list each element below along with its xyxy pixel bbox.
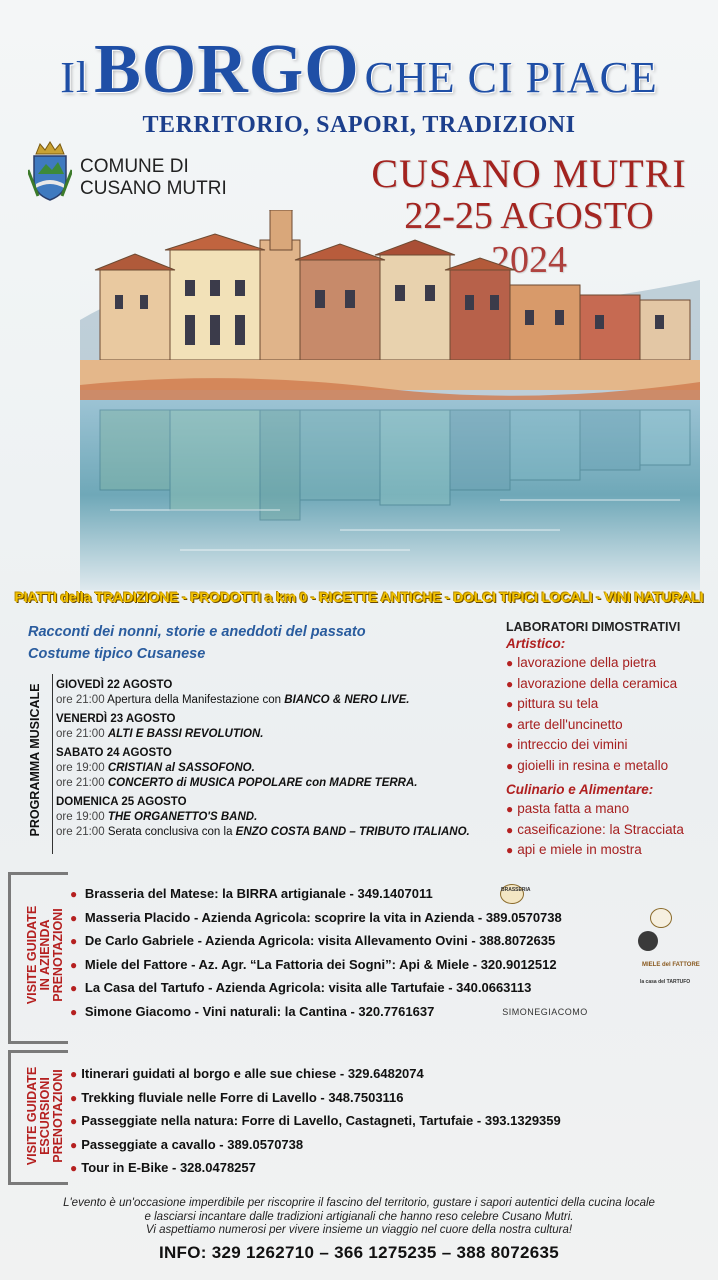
escursione-item: ● Passeggiate a cavallo - 389.0570738 [70, 1133, 710, 1157]
event-subtitle: TERRITORIO, SAPORI, TRADIZIONI [142, 112, 576, 138]
azienda-item-decarlo: ● De Carlo Gabriele - Azienda Agricola: visita Allevamento Ovini - 388.8072635 [70, 929, 710, 953]
comune-crest-icon [28, 140, 72, 202]
aziende-label-line3: PRENOTAZIONI [51, 908, 65, 1002]
escursioni-list [70, 1062, 710, 1180]
list-item: ● api e miele in mostra [506, 840, 716, 861]
event-highlight: BIANCO & NERO LIVE. [284, 694, 410, 706]
list-item: ● pasta fatta a mano [506, 799, 716, 820]
products-banner: PIATTI della TRADIZIONE - PRODOTTI a km 0 - RICETTE ANTICHE - DOLCI TIPICI LOCALI - VINI NATURALI [14, 590, 704, 606]
decarlo-logo-icon [638, 931, 658, 951]
list-item: ● arte dell'uncinetto [506, 715, 716, 736]
intro-racconti: Racconti dei nonni, storie e aneddoti del passato [28, 624, 366, 640]
aziende-label-line1: VISITE GUIDATE [25, 905, 39, 1005]
event-highlight: CRISTIAN al SASSOFONO. [107, 762, 255, 774]
footer-line2: e lasciarsi incantare dalle tradizioni artigianali che hanno reso celebre Cusano Mutri. [144, 1210, 574, 1223]
program-day: DOMENICA 25 AGOSTO [56, 796, 187, 808]
escursioni-label [26, 1056, 65, 1176]
miele-logo-icon: MIELE del FATTORE [642, 961, 700, 968]
program-day: VENERDÌ 23 AGOSTO [56, 713, 176, 725]
info-phones: INFO: 329 1262710 – 366 1275235 – 388 8072635 [158, 1243, 560, 1262]
event-highlight: ENZO COSTA BAND – TRIBUTO ITALIANO. [235, 826, 470, 838]
event-time: ore 19:00 [56, 762, 105, 774]
azienda-item-simone: ● Simone Giacomo - Vini naturali: la Cantina - 320.7761637 SIMONEGIACOMO [70, 1000, 710, 1024]
azienda-item-brasseria: ● Brasseria del Matese: la BIRRA artigianale - 349.1407011 BRASSERIA [70, 882, 710, 906]
azienda-item-masseria: ● Masseria Placido - Azienda Agricola: scoprire la vita in Azienda - 389.0570738 [70, 906, 710, 930]
event-text: Serata conclusiva con la [107, 826, 233, 838]
title-borgo: BORGO [94, 31, 360, 108]
escursioni-label-line3: PRENOTAZIONI [51, 1069, 65, 1163]
list-item: ● lavorazione della ceramica [506, 674, 716, 695]
event-title [0, 30, 718, 110]
event-time: ore 19:00 [56, 811, 105, 823]
escursione-item: ● Passeggiate nella natura: Forre di Lavello, Castagneti, Tartufaie - 393.1329359 [70, 1109, 710, 1133]
culinario-list [506, 799, 716, 861]
program-event [56, 727, 476, 742]
event-highlight: ALTI E BASSI REVOLUTION. [107, 728, 264, 740]
program-event [56, 825, 476, 840]
escursione-item: ● Itinerari guidati al borgo e alle sue chiese - 329.6482074 [70, 1062, 710, 1086]
village-painting [80, 210, 700, 590]
event-highlight: CONCERTO di MUSICA POPOLARE con MADRE TERRA. [107, 777, 418, 789]
program-event [56, 693, 476, 708]
title-rest: CHE CI PIACE [364, 53, 658, 102]
intro-costume: Costume tipico Cusanese [28, 646, 206, 662]
program-event [56, 776, 476, 791]
event-time: ore 21:00 [56, 694, 105, 706]
azienda-item-tartufo: ● La Casa del Tartufo - Azienda Agricola: visita alle Tartufaie - 340.0663113 la casa del TARTUFO [70, 976, 710, 1000]
artistico-list [506, 653, 716, 776]
programma-list [56, 674, 476, 840]
aziende-label-line2: IN AZIENDA [38, 919, 52, 991]
programma-label: PROGRAMMA MUSICALE [28, 683, 42, 837]
aziende-list [70, 882, 710, 1023]
simone-logo-icon: SIMONEGIACOMO [502, 1006, 588, 1017]
event-time: ore 21:00 [56, 728, 105, 740]
azienda-item-miele: ● Miele del Fattore - Az. Agr. “La Fattoria dei Sogni”: Api & Miele - 320.9012512 MIELE del FATTORE [70, 953, 710, 977]
town-name: CUSANO MUTRI [371, 151, 687, 196]
list-item: ● lavorazione della pietra [506, 653, 716, 674]
program-event [56, 810, 476, 825]
brasseria-logo-icon: BRASSERIA [500, 884, 524, 904]
footer-line1: L'evento è un'occasione imperdibile per riscoprire il fascino del territorio, gustare i sapori autentici della cucina locale [63, 1197, 655, 1209]
comune-line1: COMUNE DI [80, 156, 189, 177]
masseria-logo-icon [650, 908, 672, 928]
program-day: SABATO 24 AGOSTO [56, 747, 172, 759]
list-item: ● intreccio dei vimini [506, 735, 716, 756]
event-text: Apertura della Manifestazione con [107, 694, 282, 706]
program-day: GIOVEDÌ 22 AGOSTO [56, 679, 173, 691]
list-item: ● pittura su tela [506, 694, 716, 715]
title-il: Il [60, 53, 90, 102]
escursione-item: ● Tour in E-Bike - 328.0478257 [70, 1156, 710, 1180]
programma-divider [52, 674, 53, 854]
program-event [56, 761, 476, 776]
event-highlight: THE ORGANETTO'S BAND. [107, 811, 258, 823]
escursioni-label-line1: VISITE GUIDATE [25, 1066, 39, 1166]
escursione-item: ● Trekking fluviale nelle Forre di Lavello - 348.7503116 [70, 1086, 710, 1110]
list-item: ● gioielli in resina e metallo [506, 756, 716, 777]
event-time: ore 21:00 [56, 777, 105, 789]
footer-line3: Vi aspettiamo numerosi per vivere insieme un viaggio nel cuore della nostra cultura! [145, 1224, 573, 1236]
escursioni-label-line2: ESCURSIONI [38, 1077, 52, 1155]
event-time: ore 21:00 [56, 826, 105, 838]
list-item: ● caseificazione: la Stracciata [506, 820, 716, 841]
culinario-label: Culinario e Alimentare: [506, 782, 654, 797]
laboratori-title: LABORATORI DIMOSTRATIVI [506, 620, 681, 634]
aziende-label [26, 880, 65, 1030]
comune-name [80, 156, 227, 200]
comune-line2: CUSANO MUTRI [80, 178, 227, 199]
tartufo-logo-icon: la casa del TARTUFO [640, 979, 691, 985]
laboratori-section [506, 620, 716, 861]
artistico-label: Artistico: [506, 636, 566, 651]
footer-text [20, 1197, 698, 1238]
